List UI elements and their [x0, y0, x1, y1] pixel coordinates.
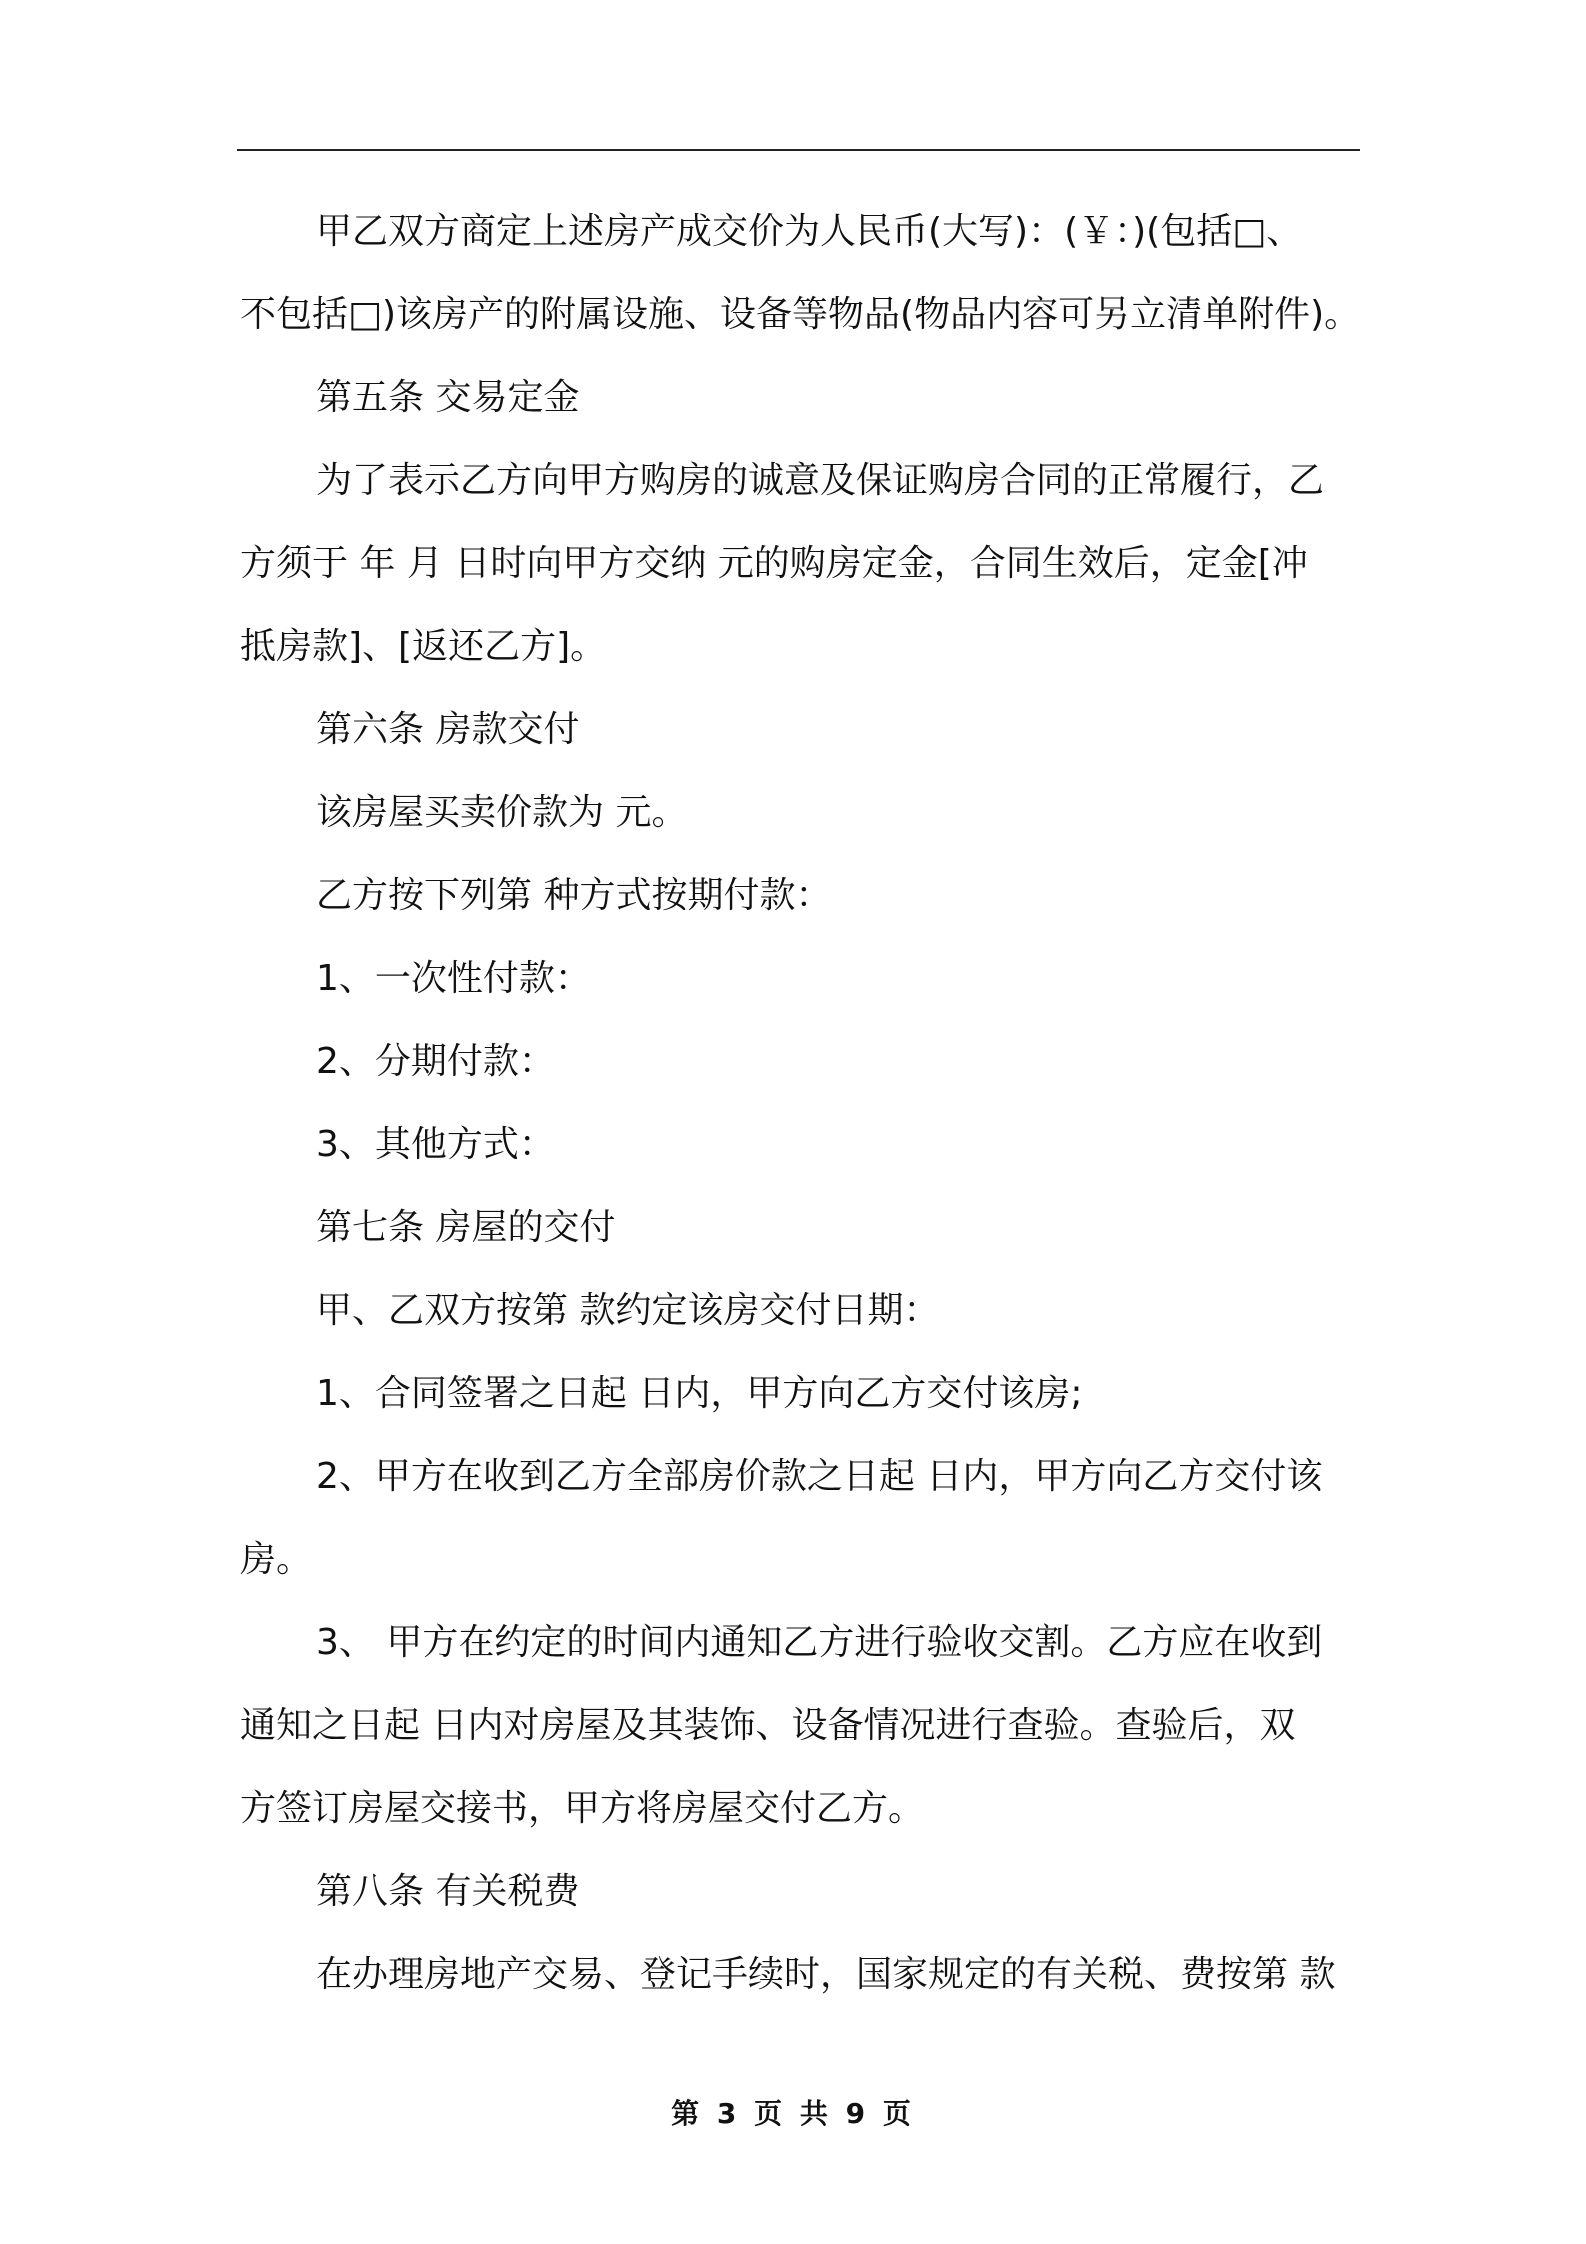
- text-line: 1、一次性付款：: [316, 958, 591, 999]
- text-line: 通知之日起 日内对房屋及其装饰、设备情况进行查验。查验后，双: [240, 1705, 1296, 1746]
- text-line: 方须于 年 月 日时向甲方交纳 元的购房定金，合同生效后，定金[冲: [240, 543, 1308, 584]
- text-line: 抵房款]、[返还乙方]。: [240, 626, 607, 667]
- text-line: 2、分期付款：: [316, 1041, 555, 1082]
- text-line: 3、其他方式：: [316, 1124, 555, 1165]
- text-line: 2、甲方在收到乙方全部房价款之日起 日内，甲方向乙方交付该: [316, 1456, 1323, 1497]
- text-line: 甲、乙双方按第 款约定该房交付日期：: [316, 1290, 940, 1331]
- text-line: 第五条 交易定金: [316, 377, 580, 418]
- text-line: 为了表示乙方向甲方购房的诚意及保证购房合同的正常履行，乙: [316, 460, 1325, 501]
- text-line: 3、 甲方在约定的时间内通知乙方进行验收交割。乙方应在收到: [316, 1622, 1323, 1663]
- text-line: 第七条 房屋的交付: [316, 1207, 616, 1248]
- text-line: 第八条 有关税费: [316, 1871, 580, 1912]
- text-line: 该房屋买卖价款为 元。: [316, 792, 688, 833]
- header-rule: [237, 149, 1360, 151]
- text-line: 第六条 房款交付: [316, 709, 580, 750]
- text-line: 方签订房屋交接书，甲方将房屋交付乙方。: [240, 1788, 925, 1829]
- text-line: 不包括□)该房产的附属设施、设备等物品(物品内容可另立清单附件)。: [240, 294, 1361, 335]
- page-number-footer: 第 3 页 共 9 页: [671, 2097, 915, 2130]
- text-line: 乙方按下列第 种方式按期付款：: [316, 875, 832, 916]
- text-line: 1、合同签署之日起 日内，甲方向乙方交付该房;: [316, 1373, 1083, 1414]
- document-body: [240, 190, 1360, 2016]
- text-line: 房。: [240, 1539, 313, 1580]
- text-line: 甲乙双方商定上述房产成交价为人民币(大写)：(￥：)(包括□、: [316, 211, 1303, 252]
- text-line: 在办理房地产交易、登记手续时，国家规定的有关税、费按第 款: [316, 1954, 1336, 1995]
